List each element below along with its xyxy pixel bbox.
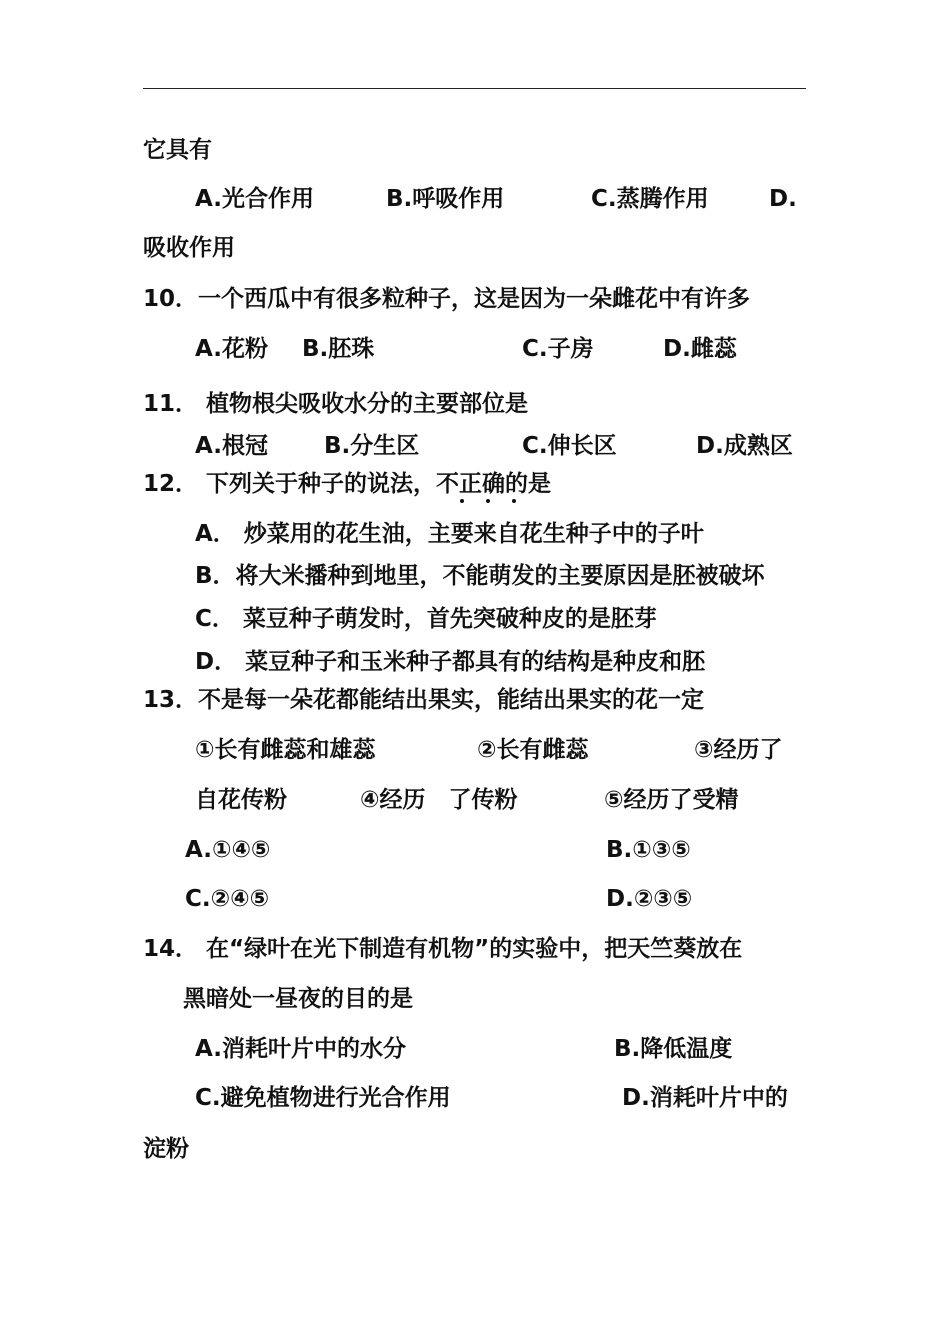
q13-option-b: B.①③⑤ — [606, 837, 691, 863]
q13-item-3-cont: 自花传粉 — [195, 787, 287, 813]
emphasis-dot — [512, 499, 516, 503]
q14-stem-line2: 黑暗处一昼夜的目的是 — [183, 986, 413, 1012]
q12-stem-emphasis: 不正确 — [436, 471, 506, 497]
q12-option-b: B．将大米播种到地里，不能萌发的主要原因是胚被破坏 — [195, 563, 765, 589]
emphasis-dot — [486, 499, 490, 503]
q11-option-c: C.伸长区 — [522, 433, 617, 459]
q12-option-a: A． 炒菜用的花生油，主要来自花生种子中的子叶 — [195, 521, 704, 547]
q14-option-d-cont: 淀粉 — [143, 1136, 189, 1162]
q11-option-d: D.成熟区 — [696, 433, 793, 459]
q13-option-d: D.②③⑤ — [606, 886, 693, 912]
q10-option-b: B.胚珠 — [302, 336, 375, 362]
q14-stem-line1: 14． 在“绿叶在光下制造有机物”的实验中，把天竺葵放在 — [143, 936, 743, 962]
q10-stem: 10．一个西瓜中有很多粒种子，这是因为一朵雌花中有许多 — [143, 286, 751, 312]
q9-option-b: B.呼吸作用 — [386, 186, 505, 212]
q14-option-d: D.消耗叶片中的 — [622, 1085, 788, 1111]
q13-item-4: ④经历 了传粉 — [360, 787, 518, 813]
q12-option-d: D． 菜豆种子和玉米种子都具有的结构是种皮和胚 — [195, 649, 706, 675]
q13-option-a: A.①④⑤ — [185, 837, 271, 863]
q13-item-3: ③经历了 — [694, 737, 783, 763]
q9-option-d-text: 吸收作用 — [143, 235, 235, 261]
q13-item-5: ⑤经历了受精 — [604, 787, 739, 813]
q13-stem: 13．不是每一朵花都能结出果实，能结出果实的花一定 — [143, 687, 705, 713]
q10-option-a: A.花粉 — [195, 336, 268, 362]
q9-option-d-letter: D. — [769, 186, 797, 212]
q9-option-c: C.蒸腾作用 — [591, 186, 709, 212]
q11-option-a: A.根冠 — [195, 433, 268, 459]
emphasis-dot — [460, 499, 464, 503]
q12-option-c: C． 菜豆种子萌发时，首先突破种皮的是胚芽 — [195, 606, 657, 632]
q10-option-d: D.雌蕊 — [663, 336, 737, 362]
q13-item-1: ①长有雌蕊和雄蕊 — [195, 737, 376, 763]
q13-item-2: ②长有雌蕊 — [477, 737, 589, 763]
q14-option-a: A.消耗叶片中的水分 — [195, 1036, 406, 1062]
q13-option-c: C.②④⑤ — [185, 886, 270, 912]
q14-option-c: C.避免植物进行光合作用 — [195, 1085, 451, 1111]
q14-option-b: B.降低温度 — [614, 1036, 733, 1062]
q12-stem — [143, 470, 551, 498]
q10-option-c: C.子房 — [522, 336, 594, 362]
q9-stem-tail: 它具有 — [143, 137, 212, 163]
header-rule — [143, 88, 806, 89]
q11-stem: 11． 植物根尖吸收水分的主要部位是 — [143, 391, 529, 417]
q12-stem-prefix: 12． 下列关于种子的说法， — [143, 471, 437, 497]
q11-option-b: B.分生区 — [324, 433, 420, 459]
q9-option-a: A.光合作用 — [195, 186, 314, 212]
q12-stem-suffix: 的是 — [505, 471, 552, 497]
